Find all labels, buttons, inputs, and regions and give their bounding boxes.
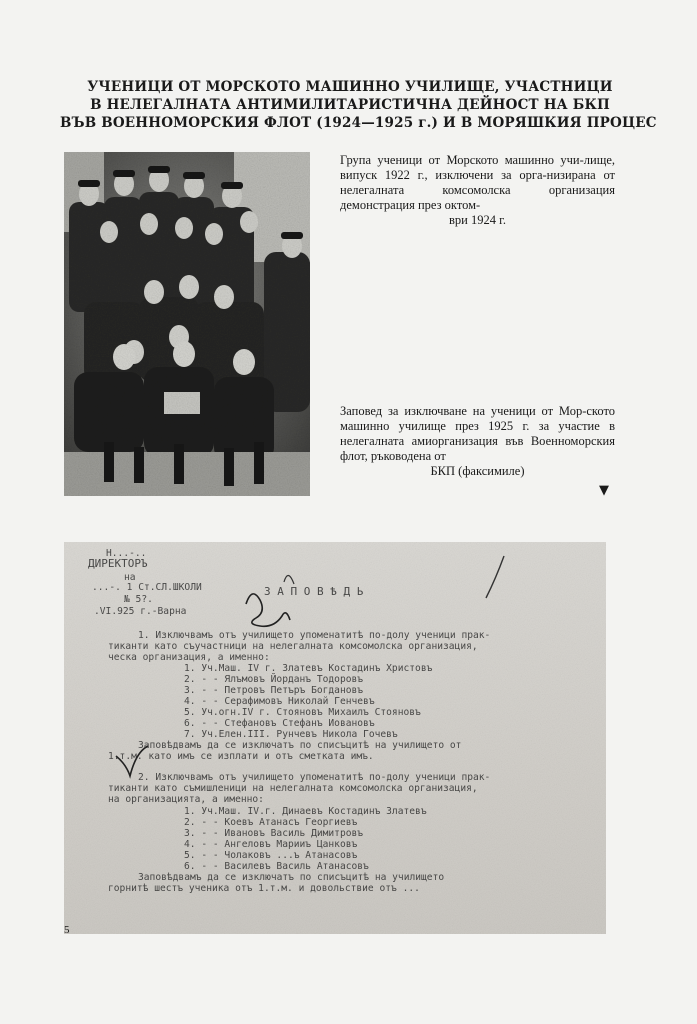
- facsimile-line: 1. Уч.Маш. IV г. Златевъ Костадинъ Христовъ: [184, 663, 433, 674]
- facsimile-line: Заповѣдвамъ да се изключатъ по списъцитѣ на училището: [138, 872, 445, 883]
- facsimile-header-1: ДИРЕКТОРЪ: [88, 557, 148, 570]
- photo-caption-last-line: ври 1924 г.: [449, 213, 506, 227]
- facsimile-line: 4. - - Серафимовъ Николай Генчевъ: [184, 696, 375, 707]
- title-line-2: В НЕЛЕГАЛНАТА АНТИМИЛИТАРИСТИЧНА ДЕЙНОСТ НА БКП: [90, 97, 610, 113]
- facsimile-line: 1. Уч.Маш. IV.г. Динаевъ Костадинъ Златевъ: [184, 806, 427, 817]
- facsimile-line: 6. - - Василевъ Василь Атанасовъ: [184, 861, 369, 872]
- facsimile-line: 2. - - Коевъ Атанасъ Георгиевъ: [184, 817, 358, 828]
- facsimile-header-0: Н...-..: [106, 548, 147, 559]
- document-caption-last-line: БКП (факсимиле): [430, 464, 525, 478]
- photo-caption: [340, 153, 615, 228]
- facsimile-header-3: ...-. 1 Ст.СЛ.ШКОЛИ: [92, 582, 202, 593]
- facsimile-line: 3. - - Петровъ Петъръ Богдановъ: [184, 685, 364, 696]
- facsimile-header-2: на: [124, 572, 136, 583]
- title-line-3: ВЪВ ВОЕННОМОРСКИЯ ФЛОТ (1924—1925 г.) И В МОРЯШКИЯ ПРОЦЕС: [60, 115, 657, 131]
- facsimile-line: 3. - - Ивановъ Василь Димитровъ: [184, 828, 364, 839]
- document-caption-text: Заповед за изключване на ученици от Мор-ското машинно училище през 1925 г. за участие в нелегалната амиорганизация във Военноморския флот, ръководена от: [340, 404, 615, 463]
- facsimile-line: 7. Уч.Елен.III. Рунчевъ Никола Гочевъ: [184, 729, 398, 740]
- facsimile-heading: З А П О В Ѣ Д Ь: [264, 585, 364, 598]
- facsimile-line: 1.т.м. като имъ се изплати и отъ сметката имъ.: [108, 751, 374, 762]
- photo-caption-text: Група ученици от Морското машинно учи-лище, випуск 1922 г., изключени за орга-низирана от нелегалната комсомолска организация демонстрация през октом-: [340, 153, 615, 212]
- facsimile-line: Заповѣдвамъ да се изключатъ по списъцитѣ на училището от: [138, 740, 462, 751]
- facsimile-line: 2. Изключвамъ отъ училището упоменатитѣ по-долу ученици прак-: [138, 772, 491, 783]
- facsimile-line: 4. - - Ангеловъ Марииъ Цанковъ: [184, 839, 358, 850]
- facsimile-line: тиканти като съмишленици на нелегалната комсомолска организация,: [108, 783, 478, 794]
- facsimile-line: 5. - - Чолаковъ ...ъ Атанасовъ: [184, 850, 358, 861]
- facsimile-line: 2. - - Ялъмовъ Йорданъ Тодоровъ: [184, 674, 364, 685]
- arrow-down-icon: ▼: [599, 483, 609, 498]
- facsimile-line: 1. Изключвамъ отъ училището упоменатитѣ по-долу ученици прак-: [138, 630, 491, 641]
- page-title: [60, 78, 657, 132]
- facsimile-header-4: № 5?.: [124, 594, 153, 605]
- facsimile-line: тиканти като съучастници на нелегалната комсомолска организация,: [108, 641, 478, 652]
- order-facsimile: [64, 542, 606, 934]
- facsimile-line: ческа организация, а именно:: [108, 652, 270, 663]
- facsimile-header-5: .VI.925 г.-Варна: [94, 606, 187, 617]
- document-caption: [340, 404, 615, 479]
- page-number: 5: [64, 924, 70, 936]
- facsimile-line: на организацията, а именно:: [108, 794, 264, 805]
- group-photo: [64, 152, 310, 496]
- facsimile-line: горнитѣ шестъ ученика отъ 1.т.м. и довольствие отъ ...: [108, 883, 420, 894]
- facsimile-line: 6. - - Стефановъ Стефанъ Иовановъ: [184, 718, 375, 729]
- facsimile-line: 5. Уч.огн.IV г. Стояновъ Михаилъ Стояновъ: [184, 707, 421, 718]
- title-line-1: УЧЕНИЦИ ОТ МОРСКОТО МАШИННО УЧИЛИЩЕ, УЧАСТНИЦИ: [87, 79, 613, 95]
